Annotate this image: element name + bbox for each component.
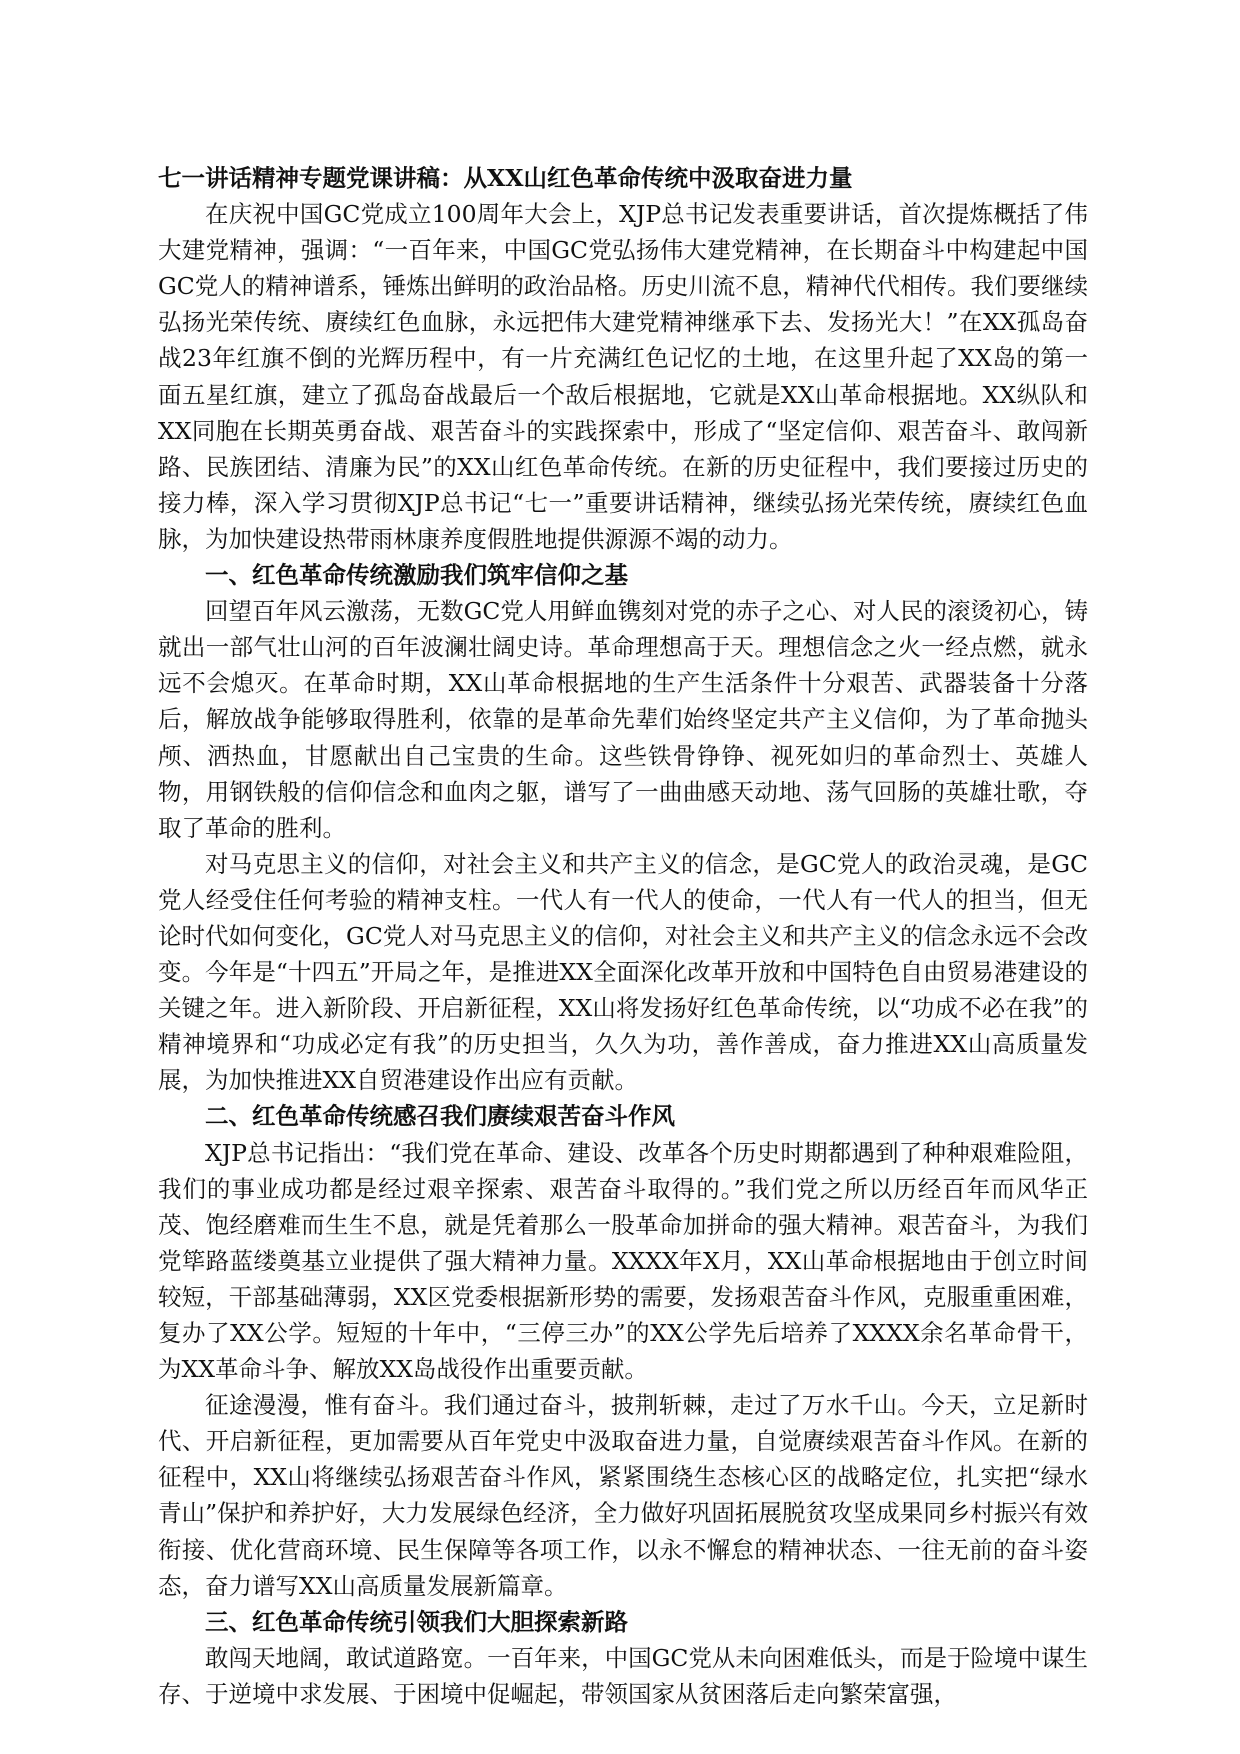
- section-paragraph: 对马克思主义的信仰，对社会主义和共产主义的信念，是GC党人的政治灵魂，是GC党人经受住任何考验的精神支柱。一代人有一代人的使命，一代人有一代人的担当，但无论时代如何变化，GC党人对马克思主义的信仰，对社会主义和共产主义的信念永远不会改变。今年是“十四五”开局之年，是推进XX全面深化改革开放和中国特色自由贸易港建设的关键之年。进入新阶段、开启新征程，XX山将发扬好红色革命传统，以“功成不必在我”的精神境界和“功成必定有我”的历史担当，久久为功，善作善成，奋力推进XX山高质量发展，为加快推进XX自贸港建设作出应有贡献。: [158, 849, 1088, 1095]
- section-heading: 二、红色革命传统感召我们赓续艰苦奋斗作风: [205, 1102, 675, 1131]
- section-heading: 三、红色革命传统引领我们大胆探索新路: [205, 1607, 628, 1636]
- intro-paragraph: 在庆祝中国GC党成立100周年大会上，XJP总书记发表重要讲话，首次提炼概括了伟大建党精神，强调：“一百年来，中国GC党弘扬伟大建党精神，在长期奋斗中构建起中国GC党人的精神谱系，锤炼出鲜明的政治品格。历史川流不息，精神代代相传。我们要继续弘扬光荣传统、赓续红色血脉，永远把伟大建党精神继承下去、发扬光大！”在XX孤岛奋战23年红旗不倒的光辉历程中，有一片充满红色记忆的土地，在这里升起了XX岛的第一面五星红旗，建立了孤岛奋战最后一个敌后根据地，它就是XX山革命根据地。XX纵队和XX同胞在长期英勇奋战、艰苦奋斗的实践探索中，形成了“坚定信仰、艰苦奋斗、敢闯新路、民族团结、清廉为民”的XX山红色革命传统。在新的历史征程中，我们要接过历史的接力棒，深入学习贯彻XJP总书记“七一”重要讲话精神，继续弘扬光荣传统，赓续红色血脉，为加快建设热带雨林康养度假胜地提供源源不竭的动力。: [158, 200, 1088, 553]
- section-paragraph: 回望百年风云激荡，无数GC党人用鲜血镌刻对党的赤子之心、对人民的滚烫初心，铸就出一部气壮山河的百年波澜壮阔史诗。革命理想高于天。理想信念之火一经点燃，就永远不会熄灭。在革命时期，XX山革命根据地的生产生活条件十分艰苦、武器装备十分落后，解放战争能够取得胜利，依靠的是革命先辈们始终坚定共产主义信仰，为了革命抛头颅、洒热血，甘愿献出自己宝贵的生命。这些铁骨铮铮、视死如归的革命烈士、英雄人物，用钢铁般的信仰信念和血肉之躯，谱写了一曲曲感天动地、荡气回肠的英雄壮歌，夺取了革命的胜利。: [158, 597, 1088, 842]
- section-paragraph: XJP总书记指出：“我们党在革命、建设、改革各个历史时期都遇到了种种艰难险阻，我们的事业成功都是经过艰辛探索、艰苦奋斗取得的。”我们党之所以历经百年而风华正茂、饱经磨难而生生不息，就是凭着那么一股革命加拼命的强大精神。艰苦奋斗，为我们党筚路蓝缕奠基立业提供了强大精神力量。XXXX年X月，XX山革命根据地由于创立时间较短，干部基础薄弱，XX区党委根据新形势的需要，发扬艰苦奋斗作风，克服重重困难，复办了XX公学。短短的十年中，“三停三办”的XX公学先后培养了XXXX余名革命骨干，为XX革命斗争、解放XX岛战役作出重要贡献。: [158, 1138, 1088, 1384]
- section-paragraph: 征途漫漫，惟有奋斗。我们通过奋斗，披荆斩棘，走过了万水千山。今天，立足新时代、开启新征程，更加需要从百年党史中汲取奋进力量，自觉赓续艰苦奋斗作风。在新的征程中，XX山将继续弘扬艰苦奋斗作风，紧紧围绕生态核心区的战略定位，扎实把“绿水青山”保护和养护好，大力发展绿色经济，全力做好巩固拓展脱贫攻坚成果同乡村振兴有效衔接、优化营商环境、民生保障等各项工作，以永不懈怠的精神状态、一往无前的奋斗姿态，奋力谱写XX山高质量发展新篇章。: [158, 1391, 1088, 1600]
- document-page: [158, 160, 1088, 1712]
- document-title: 七一讲话精神专题党课讲稿：从XX山红色革命传统中汲取奋进力量: [158, 164, 853, 192]
- section-1: [158, 557, 1088, 1098]
- section-2: [158, 1098, 1088, 1603]
- section-paragraph: 敢闯天地阔，敢试道路宽。一百年来，中国GC党从未向困难低头，而是于险境中谋生存、于逆境中求发展、于困境中促崛起，带领国家从贫困落后走向繁荣富强，: [158, 1643, 1088, 1708]
- section-3: [158, 1604, 1088, 1712]
- section-heading: 一、红色革命传统激励我们筑牢信仰之基: [205, 561, 628, 590]
